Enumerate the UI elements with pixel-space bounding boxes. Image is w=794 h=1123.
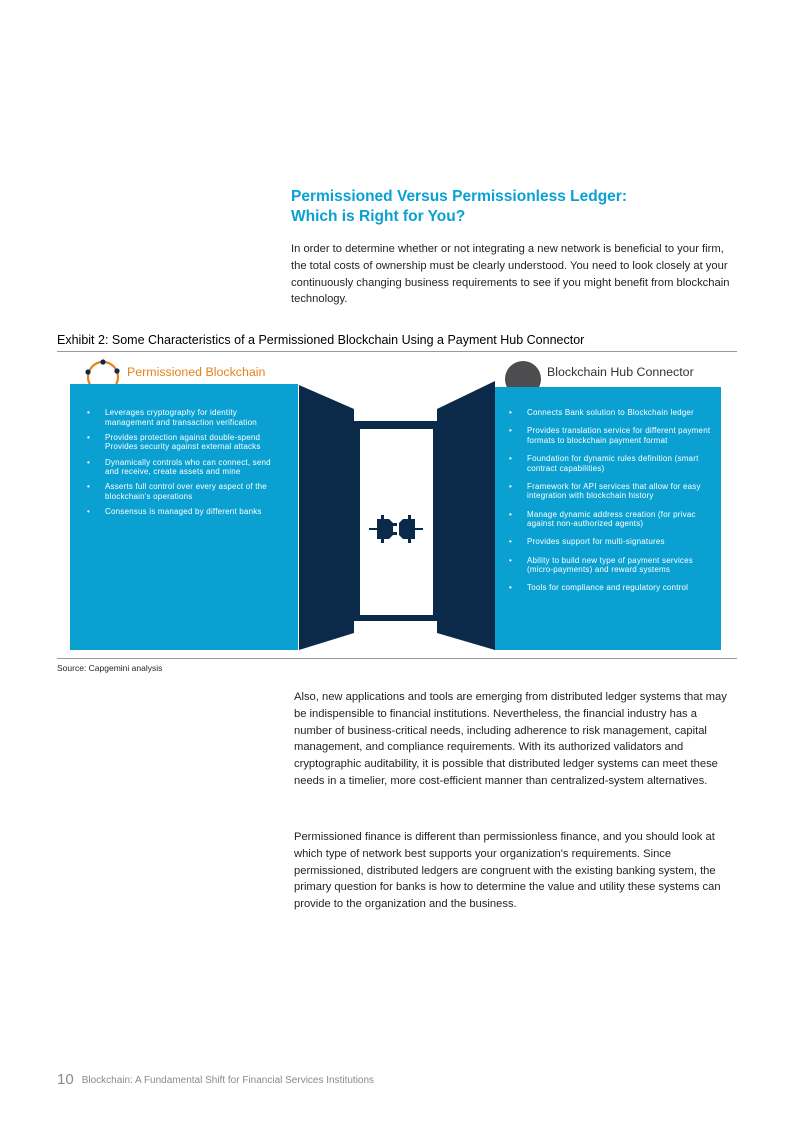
body-paragraph-2: Permissioned finance is different than permissionless finance, and you should look at which type of network best supports your organization's requirements. Since permissioned, distributed ledgers are congruent with the existing banking system, the primary question for banks is how to determine the value and utility these systems can provide to the organization and the business.: [294, 831, 721, 911]
list-item: • Ability to build new type of payment services (micro-payments) and reward systems: [509, 556, 711, 575]
blockchain-hub-connector-panel: [494, 387, 721, 650]
exhibit-bottom-rule: [57, 658, 737, 659]
list-item: • Leverages cryptography for identity management and transaction verification: [87, 408, 284, 427]
list-item: • Manage dynamic address creation (for privac against non-authorized agents): [509, 510, 711, 529]
open-doors-connector-illustration: [297, 367, 497, 652]
list-item: • Provides protection against double-spend Provides security against external attacks: [87, 433, 284, 452]
page-footer: [57, 1071, 374, 1090]
permissioned-blockchain-list: [70, 387, 298, 517]
list-item: • Framework for API services that allow for easy integration with blockchain history: [509, 482, 711, 501]
list-item: • Connects Bank solution to Blockchain ledger: [509, 408, 711, 418]
door-frame: [354, 421, 439, 621]
blockchain-hub-connector-list: [494, 387, 721, 593]
body-paragraph-1: Also, new applications and tools are emerging from distributed ledger systems that may be indispensible to financial institutions. Nevertheless, the financial industry has a number of business-critical needs, including adherence to risk management, capital management, and compliance requirements. With its authorized validators and cryptographic auditability, it is possible that distributed ledger systems can meet these needs in a timelier, more cost-efficient manner than centralized-system alternatives.: [294, 691, 727, 787]
list-item: • Asserts full control over every aspect of the blockchain's operations: [87, 482, 284, 501]
left-door: [299, 385, 354, 650]
heading-line-2: Which is Right for You?: [291, 208, 466, 225]
heading-line-1: Permissioned Versus Permissionless Ledger:: [291, 188, 627, 205]
list-item: • Consensus is managed by different banks: [87, 507, 284, 517]
exhibit-title: Exhibit 2: Some Characteristics of a Permissioned Blockchain Using a Payment Hub Connector: [57, 333, 585, 347]
list-item: • Tools for compliance and regulatory control: [509, 583, 711, 593]
list-item: • Dynamically controls who can connect, send and receive, create assets and mine: [87, 458, 284, 477]
permissioned-blockchain-panel: [70, 387, 298, 650]
list-item: • Provides translation service for different payment formats to blockchain payment format: [509, 426, 711, 445]
section-heading: [291, 187, 731, 227]
permissioned-blockchain-label: Permissioned Blockchain: [127, 365, 266, 379]
blockchain-hub-connector-label: Blockchain Hub Connector: [547, 365, 694, 379]
list-item: • Provides support for multi-signatures: [509, 537, 711, 547]
exhibit-top-rule: [57, 351, 737, 352]
page-number: 10: [57, 1071, 74, 1088]
connector-plug-icon: [369, 515, 423, 543]
list-item: • Foundation for dynamic rules definition (smart contract capabilities): [509, 454, 711, 473]
right-door: [437, 381, 495, 650]
source-note: Source: Capgemini analysis: [57, 663, 163, 673]
intro-paragraph: In order to determine whether or not integrating a new network is beneficial to your firm, the total costs of ownership must be clearly understood. You need to look closely at your continuously changing business requirements to see if you might benefit from blockchain technology.: [291, 243, 730, 306]
footer-title: Blockchain: A Fundamental Shift for Financial Services Institutions: [81, 1075, 375, 1086]
